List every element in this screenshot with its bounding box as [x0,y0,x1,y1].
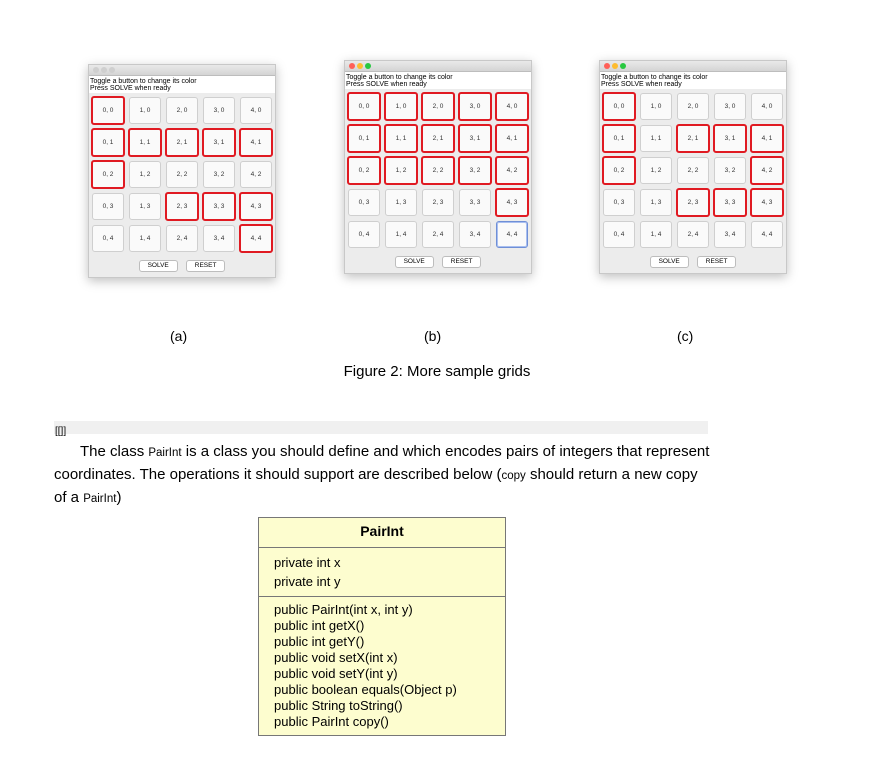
grid-cell-button[interactable]: 2, 2 [421,156,455,185]
grid-cell-button[interactable]: 4, 4 [239,224,273,253]
close-window-icon[interactable] [349,63,355,69]
grid-cell-button[interactable]: 2, 3 [676,188,710,217]
subfigure-caption-c: (c) [677,328,694,344]
solve-button[interactable]: SOLVE [139,260,178,272]
grid-cell-button[interactable]: 2, 3 [165,192,199,221]
uml-method: public void setX(int x) [274,650,398,665]
window-titlebar [345,61,531,72]
button-grid [345,89,531,250]
grid-cell-button[interactable]: 2, 0 [677,93,709,120]
grid-cell-button[interactable]: 4, 0 [495,92,529,121]
button-grid [89,93,275,254]
grid-cell-button[interactable]: 1, 1 [384,124,418,153]
uml-method: public void setY(int y) [274,666,398,681]
action-row [345,250,531,273]
grid-cell-button[interactable]: 0, 0 [91,96,125,125]
paragraph-text: ) [116,489,122,506]
grid-cell-button[interactable]: 2, 1 [676,124,710,153]
uml-class-diagram [258,517,506,736]
instruction-line: Press SOLVE when ready [90,85,171,92]
reset-button[interactable]: RESET [697,256,737,268]
instruction-line: Press SOLVE when ready [346,81,427,88]
grid-cell-button[interactable]: 2, 1 [421,124,455,153]
grid-cell-button[interactable]: 2, 4 [422,221,454,248]
grid-cell-button[interactable]: 0, 4 [92,225,124,252]
uml-method: public int getX() [274,618,365,633]
class-name-code: PairInt [83,493,117,505]
grid-cell-button[interactable]: 0, 2 [347,156,381,185]
subfigure-caption-b: (b) [424,328,442,344]
placeholder-bar [54,421,708,437]
grid-cell-button[interactable]: 3, 3 [713,188,747,217]
grid-cell-button[interactable]: 4, 1 [750,124,784,153]
grid-cell-button[interactable]: 1, 0 [384,92,418,121]
subfigure-caption-a: (a) [170,328,188,344]
grid-cell-button[interactable]: 0, 4 [348,221,380,248]
grid-cell-button[interactable]: 0, 3 [92,193,124,220]
grid-cell-button[interactable]: 1, 2 [640,157,672,184]
grid-cell-button[interactable]: 3, 2 [458,156,492,185]
paragraph-text: The class [80,443,149,460]
uml-method: public String toString() [274,698,403,713]
grid-cell-button[interactable]: 1, 3 [385,189,417,216]
class-name-code: PairInt [148,447,182,459]
placeholder-text: [[]] [55,426,67,437]
grid-cell-button[interactable]: 1, 4 [640,221,672,248]
grid-cell-button[interactable]: 1, 3 [640,189,672,216]
uml-method: public boolean equals(Object p) [274,682,457,697]
window-titlebar [600,61,786,72]
grid-cell-button[interactable]: 0, 1 [347,124,381,153]
grid-cell-button[interactable]: 3, 1 [713,124,747,153]
grid-window-a [88,64,276,278]
instruction-line: Press SOLVE when ready [601,81,682,88]
grid-cell-button[interactable]: 0, 0 [347,92,381,121]
uml-method: public PairInt(int x, int y) [274,602,413,617]
paragraph-text: is a class you should define and which encodes pairs of integers that represent coordinates. The operations it should support are described below ( [54,443,710,483]
grid-cell-button[interactable]: 4, 1 [239,128,273,157]
instructions [345,72,531,89]
close-window-icon[interactable] [93,67,99,73]
grid-cell-button[interactable]: 4, 3 [750,188,784,217]
uml-field: private int y [274,574,341,589]
uml-method: public PairInt copy() [274,714,389,729]
grid-cell-button[interactable]: 2, 4 [677,221,709,248]
zoom-window-icon[interactable] [365,63,371,69]
paragraph-text: should return a new copy of a [54,466,698,506]
grid-cell-button[interactable]: 1, 1 [640,125,672,152]
grid-cell-button[interactable]: 2, 3 [422,189,454,216]
grid-cell-button[interactable]: 2, 2 [166,161,198,188]
solve-button[interactable]: SOLVE [395,256,434,268]
grid-cell-button[interactable]: 4, 1 [495,124,529,153]
minimize-window-icon[interactable] [357,63,363,69]
grid-cell-button[interactable]: 3, 4 [459,221,491,248]
close-window-icon[interactable] [604,63,610,69]
grid-window-b [344,60,532,274]
grid-cell-button[interactable]: 0, 2 [602,156,636,185]
grid-cell-button[interactable]: 2, 2 [677,157,709,184]
grid-cell-button[interactable]: 4, 0 [240,97,272,124]
grid-cell-button[interactable]: 1, 2 [129,161,161,188]
instructions [89,76,275,93]
grid-cell-button[interactable]: 3, 0 [458,92,492,121]
grid-cell-button[interactable]: 4, 2 [750,156,784,185]
grid-cell-button[interactable]: 0, 2 [91,160,125,189]
instruction-line: Toggle a button to change its color [346,74,453,81]
action-row [89,254,275,277]
grid-cell-button[interactable]: 4, 3 [495,188,529,217]
grid-cell-button[interactable]: 0, 3 [348,189,380,216]
grid-cell-button[interactable]: 1, 0 [129,97,161,124]
grid-cell-button[interactable]: 1, 2 [384,156,418,185]
zoom-window-icon[interactable] [620,63,626,69]
uml-methods [259,596,505,735]
grid-cell-button[interactable]: 2, 4 [166,225,198,252]
grid-cell-button[interactable]: 4, 0 [751,93,783,120]
grid-cell-button[interactable]: 3, 1 [202,128,236,157]
grid-cell-button[interactable]: 3, 3 [202,192,236,221]
grid-cell-button[interactable]: 3, 4 [714,221,746,248]
grid-cell-button[interactable]: 2, 0 [166,97,198,124]
grid-cell-button[interactable]: 0, 1 [602,124,636,153]
grid-cell-button[interactable]: 4, 2 [495,156,529,185]
grid-cell-button[interactable]: 3, 2 [714,157,746,184]
grid-cell-button[interactable]: 2, 0 [421,92,455,121]
grid-cell-button[interactable]: 3, 0 [203,97,235,124]
method-name-code: copy [501,470,526,482]
instruction-line: Toggle a button to change its color [90,78,197,85]
grid-cell-button[interactable]: 3, 2 [203,161,235,188]
reset-button[interactable]: RESET [442,256,482,268]
zoom-window-icon[interactable] [109,67,115,73]
grid-cell-button[interactable]: 4, 4 [751,221,783,248]
grid-cell-button[interactable]: 4, 2 [240,161,272,188]
grid-cell-button[interactable]: 1, 4 [129,225,161,252]
action-row [600,250,786,273]
grid-cell-button[interactable]: 1, 0 [640,93,672,120]
grid-cell-button[interactable]: 0, 0 [602,92,636,121]
reset-button[interactable]: RESET [186,260,226,272]
grid-cell-button[interactable]: 0, 1 [91,128,125,157]
grid-cell-button[interactable]: 1, 4 [385,221,417,248]
solve-button[interactable]: SOLVE [650,256,689,268]
figure-caption: Figure 2: More sample grids [343,363,531,380]
uml-field: private int x [274,555,341,570]
grid-cell-button[interactable]: 3, 3 [459,189,491,216]
uml-class-title: PairInt [259,518,505,548]
instructions [600,72,786,89]
minimize-window-icon[interactable] [101,67,107,73]
grid-cell-button[interactable]: 2, 1 [165,128,199,157]
grid-cell-button[interactable]: 4, 3 [239,192,273,221]
grid-cell-button[interactable]: 3, 0 [714,93,746,120]
grid-cell-button[interactable]: 4, 4 [496,221,528,248]
uml-method: public int getY() [274,634,365,649]
grid-cell-button[interactable]: 1, 1 [128,128,162,157]
grid-cell-button[interactable]: 3, 1 [458,124,492,153]
description-paragraph [54,441,714,510]
uml-fields [259,548,505,596]
grid-cell-button[interactable]: 0, 3 [603,189,635,216]
grid-window-c [599,60,787,274]
grid-cell-button[interactable]: 3, 4 [203,225,235,252]
grid-cell-button[interactable]: 0, 4 [603,221,635,248]
instruction-line: Toggle a button to change its color [601,74,708,81]
button-grid [600,89,786,250]
window-titlebar [89,65,275,76]
minimize-window-icon[interactable] [612,63,618,69]
grid-cell-button[interactable]: 1, 3 [129,193,161,220]
